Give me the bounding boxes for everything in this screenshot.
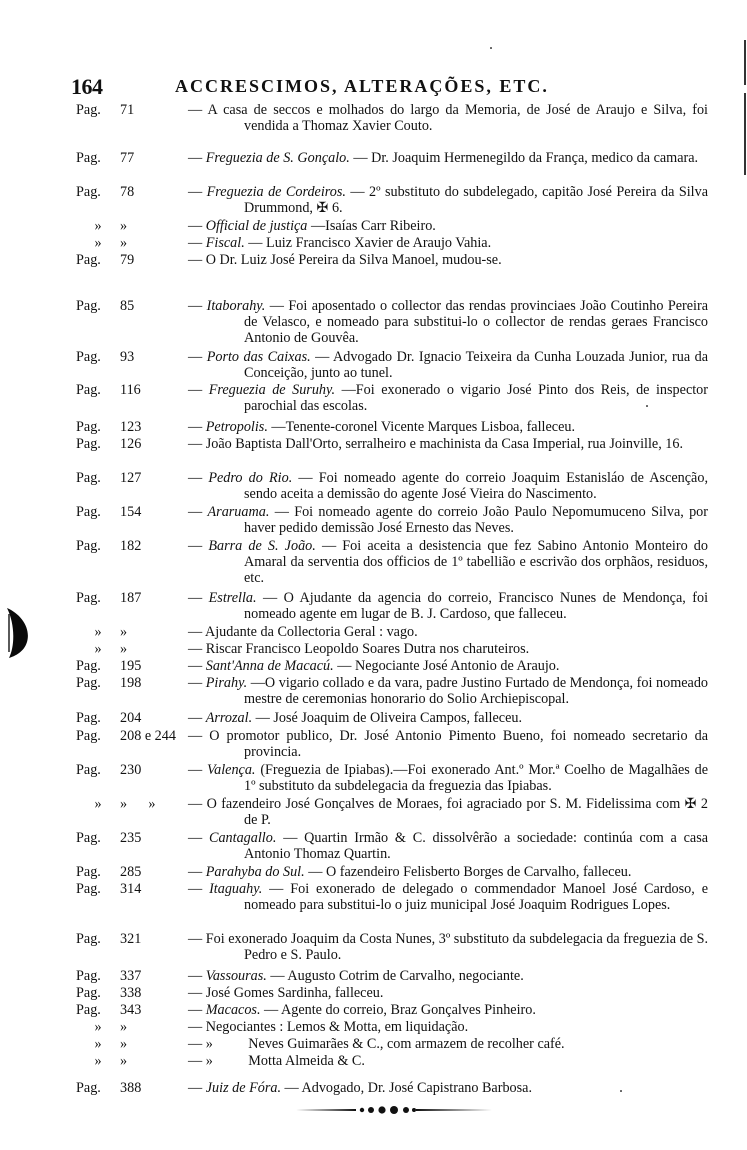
em-dash: — bbox=[188, 102, 203, 118]
em-dash: — bbox=[188, 436, 203, 452]
page-ref-number: 78 bbox=[120, 184, 135, 200]
place-name: Freguezia de Cordeiros. bbox=[206, 184, 346, 200]
entry bbox=[76, 349, 712, 382]
entry-text: —Tenente-coronel Vicente Marques Lisboa, falleceu. bbox=[271, 419, 576, 435]
em-dash: — bbox=[188, 710, 203, 726]
pag-label: Pag. bbox=[76, 150, 101, 166]
place-name: Petropolis. bbox=[205, 419, 268, 435]
entry bbox=[76, 931, 712, 964]
scan-speck bbox=[620, 1090, 622, 1092]
entry-text: A casa de seccos e molhados do largo da Memoria, de José de Araujo e Silva, foi vendida a Thomaz Xavier Couto. bbox=[207, 102, 712, 135]
page-ref-number: 321 bbox=[120, 931, 142, 947]
page-ref-number: 71 bbox=[120, 102, 135, 118]
entry-text: — José Joaquim de Oliveira Campos, falleceu. bbox=[255, 710, 523, 726]
em-dash: — bbox=[188, 624, 203, 640]
em-dash: — bbox=[188, 1036, 203, 1052]
pag-label: » bbox=[94, 641, 102, 657]
entry-text: —O vigario collado e da vara, padre Justino Furtado de Mendonça, foi nomeado mestre de ceremonias honorario do Solio Archiepiscopal. bbox=[244, 675, 712, 708]
entry-text: João Baptista Dall'Orto, serralheiro e machinista da Casa Imperial, rua Joinville, 16. bbox=[205, 436, 684, 452]
entry-body bbox=[76, 504, 712, 537]
page-ref-number: 79 bbox=[120, 252, 135, 268]
entry-text: — O Ajudante da agencia do correio, Francisco Nunes de Mendonça, foi nomeado agente em lugar de B. J. Cardoso, que falleceu. bbox=[244, 590, 712, 623]
entry-body bbox=[76, 150, 708, 166]
page-ref-number: 93 bbox=[120, 349, 135, 365]
entry bbox=[76, 968, 708, 984]
pag-label: Pag. bbox=[76, 419, 101, 435]
entry-text: — Foi aceita a desistencia que fez Sabino Antonio Monteiro do Amaral da serventia dos officios de 1º tabellião e escrivão dos orphãos, residuos, etc. bbox=[244, 538, 712, 587]
pag-label: Pag. bbox=[76, 864, 101, 880]
entry-text: — Foi aposentado o collector das rendas provinciaes João Coutinho Pereira de Velasco, e nomeado para substitui-lo o collector de rendas geraes Francisco Antonio de Gouvêa. bbox=[244, 298, 712, 347]
entry-text: — Luiz Francisco Xavier de Araujo Vahia. bbox=[248, 235, 492, 251]
entry bbox=[76, 102, 712, 135]
page-ref-number: 127 bbox=[120, 470, 142, 486]
running-title: ACCRESCIMOS, ALTERAÇÕES, ETC. bbox=[175, 76, 549, 96]
entry-body bbox=[76, 675, 712, 708]
entry-body bbox=[76, 864, 708, 880]
entry-body bbox=[76, 710, 708, 726]
entry-body bbox=[76, 218, 708, 234]
entry-text: O fazendeiro José Gonçalves de Moraes, foi agraciado por S. M. Fidelissima com ✠ 2 de P. bbox=[206, 796, 712, 829]
page-ref-number: 208 e 244 bbox=[120, 728, 176, 744]
page-ref-number: » bbox=[120, 1053, 128, 1069]
entry bbox=[76, 796, 712, 829]
place-name: Estrella. bbox=[208, 590, 257, 606]
entry-body bbox=[76, 830, 711, 863]
em-dash: — bbox=[188, 864, 203, 880]
entry bbox=[76, 728, 712, 761]
em-dash: — bbox=[188, 762, 203, 778]
entry-text: —Isaías Carr Ribeiro. bbox=[310, 218, 436, 234]
em-dash: — bbox=[188, 349, 203, 365]
end-ornament bbox=[296, 1106, 492, 1114]
entry bbox=[76, 985, 708, 1001]
entry-text: — Dr. Joaquim Hermenegildo da França, medico da camara. bbox=[353, 150, 699, 166]
entry-body bbox=[76, 881, 712, 914]
place-name: Araruama. bbox=[207, 504, 270, 520]
entry bbox=[76, 881, 712, 914]
entry bbox=[76, 235, 708, 251]
page-ref-number: » bbox=[120, 218, 128, 234]
page-ref-number: 77 bbox=[120, 150, 135, 166]
em-dash: — bbox=[188, 184, 203, 200]
entry bbox=[76, 675, 712, 708]
em-dash: — bbox=[188, 728, 203, 744]
entry-body bbox=[76, 102, 712, 135]
entry-text: Foi exonerado Joaquim da Costa Nunes, 3º substituto da subdelegacia da freguezia de S. Pedro e S. Paulo. bbox=[205, 931, 712, 964]
entry-body bbox=[76, 252, 708, 268]
page-ref-number: 343 bbox=[120, 1002, 142, 1018]
entry-body bbox=[76, 641, 708, 657]
entry-body bbox=[76, 762, 712, 795]
pag-label: » bbox=[94, 218, 102, 234]
page-ref-number: 182 bbox=[120, 538, 142, 554]
em-dash: — bbox=[188, 1053, 203, 1069]
page-ref-number: 123 bbox=[120, 419, 142, 435]
em-dash: — bbox=[188, 235, 203, 251]
entry bbox=[76, 710, 708, 726]
em-dash: — bbox=[188, 1019, 203, 1035]
em-dash: — bbox=[188, 252, 203, 268]
em-dash: — bbox=[188, 1080, 203, 1096]
pag-label: Pag. bbox=[76, 102, 101, 118]
entry-body bbox=[76, 985, 708, 1001]
em-dash: — bbox=[188, 218, 203, 234]
place-name: Parahyba do Sul. bbox=[205, 864, 305, 880]
entry bbox=[76, 864, 708, 880]
entry-text: — 2º substituto do subdelegado, capitão José Pereira da Silva Drummond, ✠ 6. bbox=[244, 184, 712, 217]
place-name: Juiz de Fóra. bbox=[205, 1080, 281, 1096]
entry-body bbox=[76, 728, 712, 761]
em-dash: — bbox=[188, 985, 203, 1001]
em-dash: — bbox=[188, 675, 203, 691]
page-edge-rule bbox=[744, 40, 746, 85]
entry-body bbox=[76, 538, 712, 587]
entry-text: Riscar Francisco Leopoldo Soares Dutra nos charuteiros. bbox=[205, 641, 530, 657]
place-name: Barra de S. João. bbox=[208, 538, 316, 554]
entry bbox=[76, 252, 708, 268]
pag-label: » bbox=[94, 1019, 102, 1035]
page-ref-number: 187 bbox=[120, 590, 142, 606]
entry bbox=[76, 762, 712, 795]
pag-label: Pag. bbox=[76, 252, 101, 268]
entry-body bbox=[76, 1002, 708, 1018]
entry-text: —Foi exonerado o vigario José Pinto dos Reis, de inspector parochial das escolas. bbox=[244, 382, 712, 415]
place-name: Pedro do Rio. bbox=[208, 470, 293, 486]
page-ref-number: 285 bbox=[120, 864, 142, 880]
entry-text: — Foi nomeado agente do correio João Paulo Nepomumuceno Silva, por haver pedido demissão José Ernesto das Neves. bbox=[244, 504, 712, 537]
pag-label: » bbox=[94, 796, 102, 812]
entry-body bbox=[76, 658, 708, 674]
entry-body bbox=[76, 1019, 708, 1035]
pag-label: Pag. bbox=[76, 436, 101, 452]
em-dash: — bbox=[188, 881, 203, 897]
entry-text: — Advogado Dr. Ignacio Teixeira da Cunha Louzada Junior, rua da Conceição, junto ao tunel. bbox=[244, 349, 712, 382]
entry-body bbox=[76, 419, 708, 435]
entry bbox=[76, 150, 708, 166]
entry-text: » Motta Almeida & C. bbox=[205, 1053, 365, 1069]
entry-body bbox=[76, 1036, 708, 1052]
pag-label: Pag. bbox=[76, 968, 101, 984]
pag-label: Pag. bbox=[76, 298, 101, 314]
scan-speck bbox=[646, 405, 648, 407]
pag-label: Pag. bbox=[76, 931, 101, 947]
place-name: Porto das Caixas. bbox=[206, 349, 311, 365]
page-ref-number: » bbox=[120, 235, 128, 251]
entry-text: Ajudante da Collectoria Geral : vago. bbox=[204, 624, 418, 640]
entry bbox=[76, 1080, 708, 1096]
place-name: Macacos. bbox=[205, 1002, 261, 1018]
place-name: Sant'Anna de Macacú. bbox=[205, 658, 334, 674]
page-header bbox=[71, 74, 701, 100]
entry bbox=[76, 830, 711, 863]
entry bbox=[76, 1036, 708, 1052]
pag-label: Pag. bbox=[76, 710, 101, 726]
entry-text: — Foi nomeado agente do correio Joaquim Estanisláo de Ascenção, sendo aceita a demissão do agente José Vieira do Nascimento. bbox=[244, 470, 712, 503]
entry-body bbox=[76, 382, 712, 415]
pag-label: Pag. bbox=[76, 590, 101, 606]
page-ref-number: » bbox=[120, 1036, 128, 1052]
place-name: Freguezia de Suruhy. bbox=[208, 382, 336, 398]
page-ref-number: 338 bbox=[120, 985, 142, 1001]
pag-label: Pag. bbox=[76, 1002, 101, 1018]
entry-text: — O fazendeiro Felisberto Borges de Carvalho, falleceu. bbox=[308, 864, 632, 880]
pag-label: Pag. bbox=[76, 675, 101, 691]
entry-body bbox=[76, 1053, 708, 1069]
pag-label: » bbox=[94, 1053, 102, 1069]
pag-label: » bbox=[94, 1036, 102, 1052]
entry-body bbox=[76, 624, 708, 640]
entry-text: — Negociante José Antonio de Araujo. bbox=[337, 658, 560, 674]
entry bbox=[76, 1019, 708, 1035]
entry-body bbox=[76, 235, 708, 251]
page-ref-number: 195 bbox=[120, 658, 142, 674]
entry-text: Negociantes : Lemos & Motta, em liquidação. bbox=[205, 1019, 469, 1035]
entry-text: José Gomes Sardinha, falleceu. bbox=[205, 985, 384, 1001]
page-ref-number: 116 bbox=[120, 382, 141, 398]
em-dash: — bbox=[188, 796, 203, 812]
entry-body bbox=[76, 470, 712, 503]
page-ref-number: 126 bbox=[120, 436, 142, 452]
pag-label: Pag. bbox=[76, 504, 101, 520]
entry-body bbox=[76, 349, 712, 382]
entry bbox=[76, 504, 712, 537]
pag-label: Pag. bbox=[76, 470, 101, 486]
entry-body bbox=[76, 1080, 708, 1096]
scan-speck bbox=[490, 47, 492, 49]
page-ref-number: 204 bbox=[120, 710, 142, 726]
entry-text: — Foi exonerado de delegado o commendador Manoel José Cardoso, e nomeado para substitui-lo o juiz municipal José Joaquim Rodrigues Lopes. bbox=[244, 881, 712, 914]
pag-label: Pag. bbox=[76, 184, 101, 200]
em-dash: — bbox=[188, 298, 203, 314]
entry-body bbox=[76, 184, 712, 217]
entry bbox=[76, 298, 712, 347]
entry bbox=[76, 419, 708, 435]
entry bbox=[76, 382, 712, 415]
pag-label: Pag. bbox=[76, 538, 101, 554]
entry-body bbox=[76, 436, 708, 452]
entry bbox=[76, 184, 712, 217]
place-name: Vassouras. bbox=[205, 968, 267, 984]
place-name: Itaguahy. bbox=[209, 881, 263, 897]
em-dash: — bbox=[188, 470, 203, 486]
entry bbox=[76, 658, 708, 674]
page-ref-number: » bbox=[120, 1019, 128, 1035]
em-dash: — bbox=[188, 538, 203, 554]
page-ref-number: 85 bbox=[120, 298, 135, 314]
entry-text: — Advogado, Dr. José Capistrano Barbosa. bbox=[284, 1080, 533, 1096]
entry-body bbox=[76, 931, 712, 964]
place-name: Cantagallo. bbox=[208, 830, 277, 846]
pag-label: Pag. bbox=[76, 762, 101, 778]
em-dash: — bbox=[188, 931, 203, 947]
pag-label: Pag. bbox=[76, 1080, 101, 1096]
page-ref-number: 388 bbox=[120, 1080, 142, 1096]
em-dash: — bbox=[188, 968, 203, 984]
entry bbox=[76, 590, 712, 623]
entry-text: (Freguezia de Ipiabas).—Foi exonerado Ant.º Mor.ª Coelho de Magalhães de 1º substituto da subdelegacia da freguezia das Ipiabas. bbox=[244, 762, 712, 795]
page-ref-number: 230 bbox=[120, 762, 142, 778]
entry bbox=[76, 641, 708, 657]
place-name: Freguezia de S. Gonçalo. bbox=[205, 150, 350, 166]
place-name: Valença. bbox=[207, 762, 256, 778]
entry bbox=[76, 538, 712, 587]
entry-text: O promotor publico, Dr. José Antonio Pimento Bueno, foi nomeado secretario da provincia. bbox=[209, 728, 712, 761]
entry-body bbox=[76, 796, 712, 829]
em-dash: — bbox=[188, 419, 203, 435]
pag-label: » bbox=[94, 624, 102, 640]
entry-text: — Agente do correio, Braz Gonçalves Pinheiro. bbox=[264, 1002, 536, 1018]
page-ref-number: » » bbox=[120, 796, 156, 812]
em-dash: — bbox=[188, 830, 203, 846]
entry bbox=[76, 624, 708, 640]
entry-text: » Neves Guimarães & C., com armazem de recolher café. bbox=[205, 1036, 565, 1052]
em-dash: — bbox=[188, 150, 203, 166]
pag-label: Pag. bbox=[76, 382, 101, 398]
pag-label: » bbox=[94, 235, 102, 251]
entry-body bbox=[76, 590, 712, 623]
pag-label: Pag. bbox=[76, 830, 101, 846]
em-dash: — bbox=[188, 658, 203, 674]
page-ref-number: 314 bbox=[120, 881, 142, 897]
entry bbox=[76, 1053, 708, 1069]
scan-ink-blot bbox=[5, 600, 33, 660]
place-name: Fiscal. bbox=[205, 235, 245, 251]
entry bbox=[76, 470, 712, 503]
em-dash: — bbox=[188, 641, 203, 657]
entry bbox=[76, 436, 708, 452]
place-name: Pirahy. bbox=[205, 675, 248, 691]
pag-label: Pag. bbox=[76, 658, 101, 674]
page-ref-number: » bbox=[120, 624, 128, 640]
place-name: Itaborahy. bbox=[206, 298, 266, 314]
pag-label: Pag. bbox=[76, 985, 101, 1001]
entry bbox=[76, 218, 708, 234]
pag-label: Pag. bbox=[76, 728, 101, 744]
place-name: Arrozal. bbox=[205, 710, 253, 726]
page-ref-number: » bbox=[120, 641, 128, 657]
page-ref-number: 337 bbox=[120, 968, 142, 984]
pag-label: Pag. bbox=[76, 881, 101, 897]
em-dash: — bbox=[188, 590, 203, 606]
entry-text: O Dr. Luiz José Pereira da Silva Manoel, mudou-se. bbox=[205, 252, 502, 268]
page-number: 164 bbox=[71, 74, 103, 99]
entry-body bbox=[76, 968, 708, 984]
place-name: Official de justiça bbox=[205, 218, 308, 234]
em-dash: — bbox=[188, 382, 203, 398]
page-ref-number: 198 bbox=[120, 675, 142, 691]
page-ref-number: 235 bbox=[120, 830, 142, 846]
pag-label: Pag. bbox=[76, 349, 101, 365]
em-dash: — bbox=[188, 504, 203, 520]
entry bbox=[76, 1002, 708, 1018]
em-dash: — bbox=[188, 1002, 203, 1018]
page-edge-rule bbox=[744, 93, 746, 175]
entry-text: — Augusto Cotrim de Carvalho, negociante. bbox=[270, 968, 524, 984]
entry-body bbox=[76, 298, 712, 347]
page-ref-number: 154 bbox=[120, 504, 142, 520]
entry-text: — Quartin Irmão & C. dissolvêrão a sociedade: continúa com a casa Antonio Thomaz Quartin. bbox=[244, 830, 711, 863]
